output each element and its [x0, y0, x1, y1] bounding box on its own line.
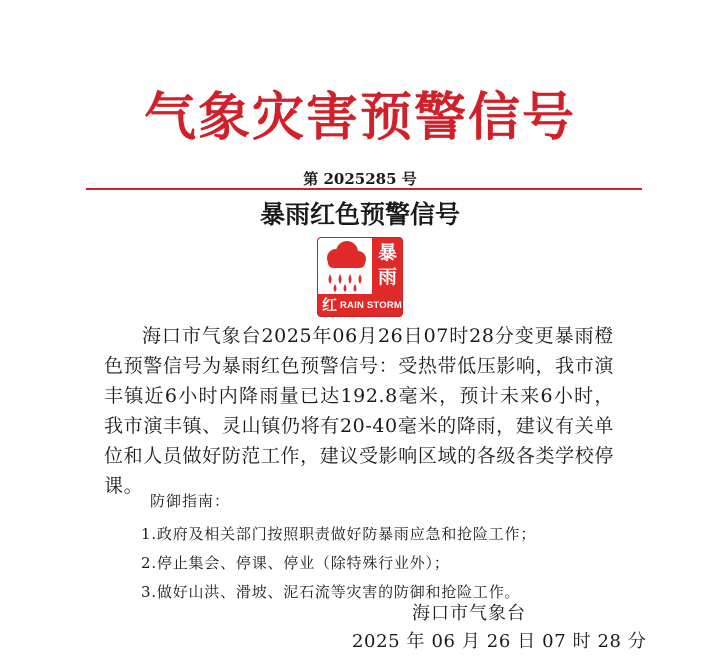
document-title: 暴雨红色预警信号	[259, 200, 460, 229]
masthead-title: 气象灾害预警信号	[143, 88, 576, 148]
signal-level-char: 红	[322, 296, 338, 314]
defense-guide-list	[141, 520, 536, 607]
signal-char-bao: 暴	[377, 242, 397, 264]
guide-item: 2.停止集会、停课、停业（除特殊行业外）；	[141, 554, 450, 572]
masthead-divider	[86, 188, 642, 190]
issuer-signature: 海口市气象台	[412, 603, 526, 624]
guide-item: 3.做好山洪、滑坡、泥石流等灾害的防御和抢险工作。	[141, 583, 521, 601]
cloud-rain-icon	[318, 238, 372, 294]
signal-english-label: RAIN STORM	[340, 300, 402, 311]
warning-body-text: 海口市气象台2025年06月26日07时28分变更暴雨橙色预警信号为暴雨红色预警信号：受热带低压影响，我市演丰镇近6小时内降雨量已达192.8毫米，预计未来6小时，我市演丰镇、灵山镇仍将有20-40毫米的降雨，建议有关单位和人员做好防范工作，建议受影响区域的各级各类学校停课。	[104, 325, 614, 497]
document-number: 第 2025285 号	[303, 170, 417, 188]
rainstorm-red-warning-icon	[318, 238, 402, 316]
defense-guide-title: 防御指南：	[150, 492, 231, 510]
signal-char-yu: 雨	[377, 266, 397, 288]
issue-date: 2025 年 06 月 26 日 07 时 28 分	[352, 631, 647, 652]
guide-item: 1.政府及相关部门按照职责做好防暴雨应急和抢险工作；	[141, 525, 537, 543]
